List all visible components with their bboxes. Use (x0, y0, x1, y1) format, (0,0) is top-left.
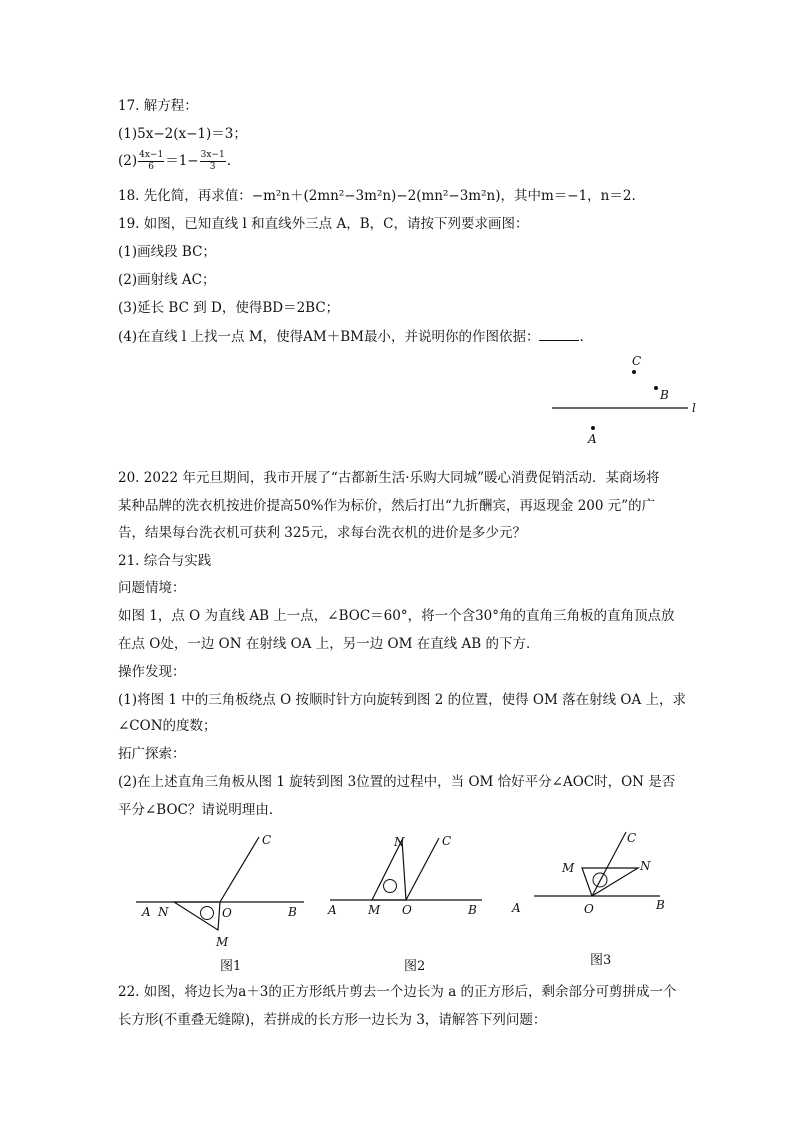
q17-title: 17. 解方程： (118, 98, 198, 114)
label-b: B (660, 388, 669, 402)
q20-line3: 告，结果每台洗衣机可获利 325元，求每台洗衣机的进价是多少元？ (118, 525, 527, 541)
figure-2-caption: 图2 (404, 959, 426, 974)
q21-part2-line1: (2)在上述直角三角板从图 1 旋转到图 3位置的过程中，当 OM 恰好平分∠AOC时，ON 是否 (118, 774, 676, 790)
q21-heading-explore: 拓广探索： (118, 746, 186, 762)
q17-part2-end: . (226, 153, 231, 169)
fig1-label-b: B (288, 905, 297, 919)
q19-part4-text: (4)在直线 l 上找一点 M，使得AM＋BM最小，并说明你的作图依据： (118, 329, 540, 345)
figure-1-caption: 图1 (220, 959, 242, 974)
fig3-label-o: O (584, 902, 594, 916)
answer-blank (539, 326, 579, 341)
fig3-label-c: C (627, 831, 637, 845)
fraction-2 (200, 150, 226, 173)
q17-part2-middle: ＝1− (165, 153, 199, 169)
fig1-label-o: O (222, 906, 232, 920)
q17-part1: (1)5x−2(x−1)＝3； (118, 126, 247, 142)
fraction-2-numerator: 3x−1 (200, 150, 225, 160)
q19-title: 19. 如图，已知直线 l 和直线外三点 A，B，C，请按下列要求画图： (118, 216, 529, 232)
figure-2 (322, 828, 492, 958)
fig3-label-a: A (512, 901, 521, 915)
ray-oc (406, 838, 439, 900)
q21-heading-context: 问题情境： (118, 580, 186, 596)
fig1-label-c: C (262, 833, 272, 847)
fraction-1 (138, 150, 164, 173)
q19-part2: (2)画射线 AC； (118, 272, 216, 288)
label-c: C (632, 354, 642, 368)
point-b (654, 386, 658, 390)
figure-3 (508, 820, 678, 950)
q19-figure (540, 348, 710, 448)
q19-part4-end: . (579, 329, 584, 345)
q17-part2-prefix: (2) (118, 153, 138, 169)
figure-1 (130, 828, 310, 958)
q22-line2: 长方形(不重叠无缝隙)，若拼成的长方形一边长为 3，请解答下列问题： (118, 1012, 547, 1028)
q18-text: 18. 先化简，再求值：−m²n＋(2mn²−3m²n)−2(mn²−3m²n)，其中m＝−1，n＝2. (118, 188, 636, 204)
q21-part2-line2: 平分∠BOC？请说明理由． (118, 802, 283, 818)
fig3-label-b: B (656, 898, 665, 912)
point-a (591, 426, 595, 430)
fraction-2-denominator: 3 (209, 162, 216, 172)
triangle-hole (384, 880, 397, 893)
fig2-label-b: B (468, 903, 477, 917)
fig3-label-m: M (562, 861, 575, 875)
q19-part4 (118, 326, 584, 347)
fraction-1-denominator: 6 (148, 162, 155, 172)
fig3-label-n: N (640, 859, 651, 873)
q19-part1: (1)画线段 BC； (118, 244, 216, 260)
fraction-1-numerator: 4x−1 (139, 150, 164, 160)
fig1-label-n: N (158, 905, 169, 919)
q22-line1: 22. 如图，将边长为a＋3的正方形纸片剪去一个边长为 a 的正方形后，剩余部分可剪拼成一个 (118, 984, 677, 1000)
q20-line2: 某种品牌的洗衣机按进价提高50%作为标价，然后打出“九折酬宾，再返现金 200 元”的广 (118, 498, 656, 514)
point-c (632, 370, 636, 374)
q21-situation-line1: 如图 1，点 O 为直线 AB 上一点，∠BOC＝60°，将一个含30°角的直角三角板的直角顶点放 (118, 608, 675, 624)
q21-part1-line1: (1)将图 1 中的三角板绕点 O 按顺时针方向旋转到图 2 的位置，使得 OM 落在射线 OA 上，求 (118, 692, 686, 708)
fig2-label-c: C (442, 834, 452, 848)
label-a: A (588, 432, 597, 446)
fig1-label-a: A (142, 905, 151, 919)
fig2-label-m: M (368, 903, 381, 917)
triangle-board (582, 868, 638, 896)
q21-situation-line2: 在点 O处，一边 ON 在射线 OA 上，另一边 OM 在直线 AB 的下方． (118, 636, 540, 652)
fig2-label-o: O (402, 903, 412, 917)
figure-3-caption: 图3 (590, 953, 612, 968)
ray-oc (220, 837, 259, 902)
q17-part2 (118, 150, 231, 173)
triangle-board (372, 840, 406, 900)
q21-heading-discovery: 操作发现： (118, 664, 186, 680)
fig2-label-a: A (328, 903, 337, 917)
fig1-label-m: M (216, 935, 229, 949)
triangle-hole (201, 907, 214, 920)
q21-title: 21. 综合与实践 (118, 553, 212, 569)
q21-part1-line2: ∠CON的度数； (118, 718, 217, 734)
label-l: l (692, 401, 696, 415)
q19-part3: (3)延长 BC 到 D，使得BD＝2BC； (118, 300, 340, 316)
fig2-label-n: N (394, 835, 405, 849)
q20-line1: 20. 2022 年元旦期间，我市开展了“古都新生活·乐购大同城”暖心消费促销活动．某商场将 (118, 470, 660, 486)
